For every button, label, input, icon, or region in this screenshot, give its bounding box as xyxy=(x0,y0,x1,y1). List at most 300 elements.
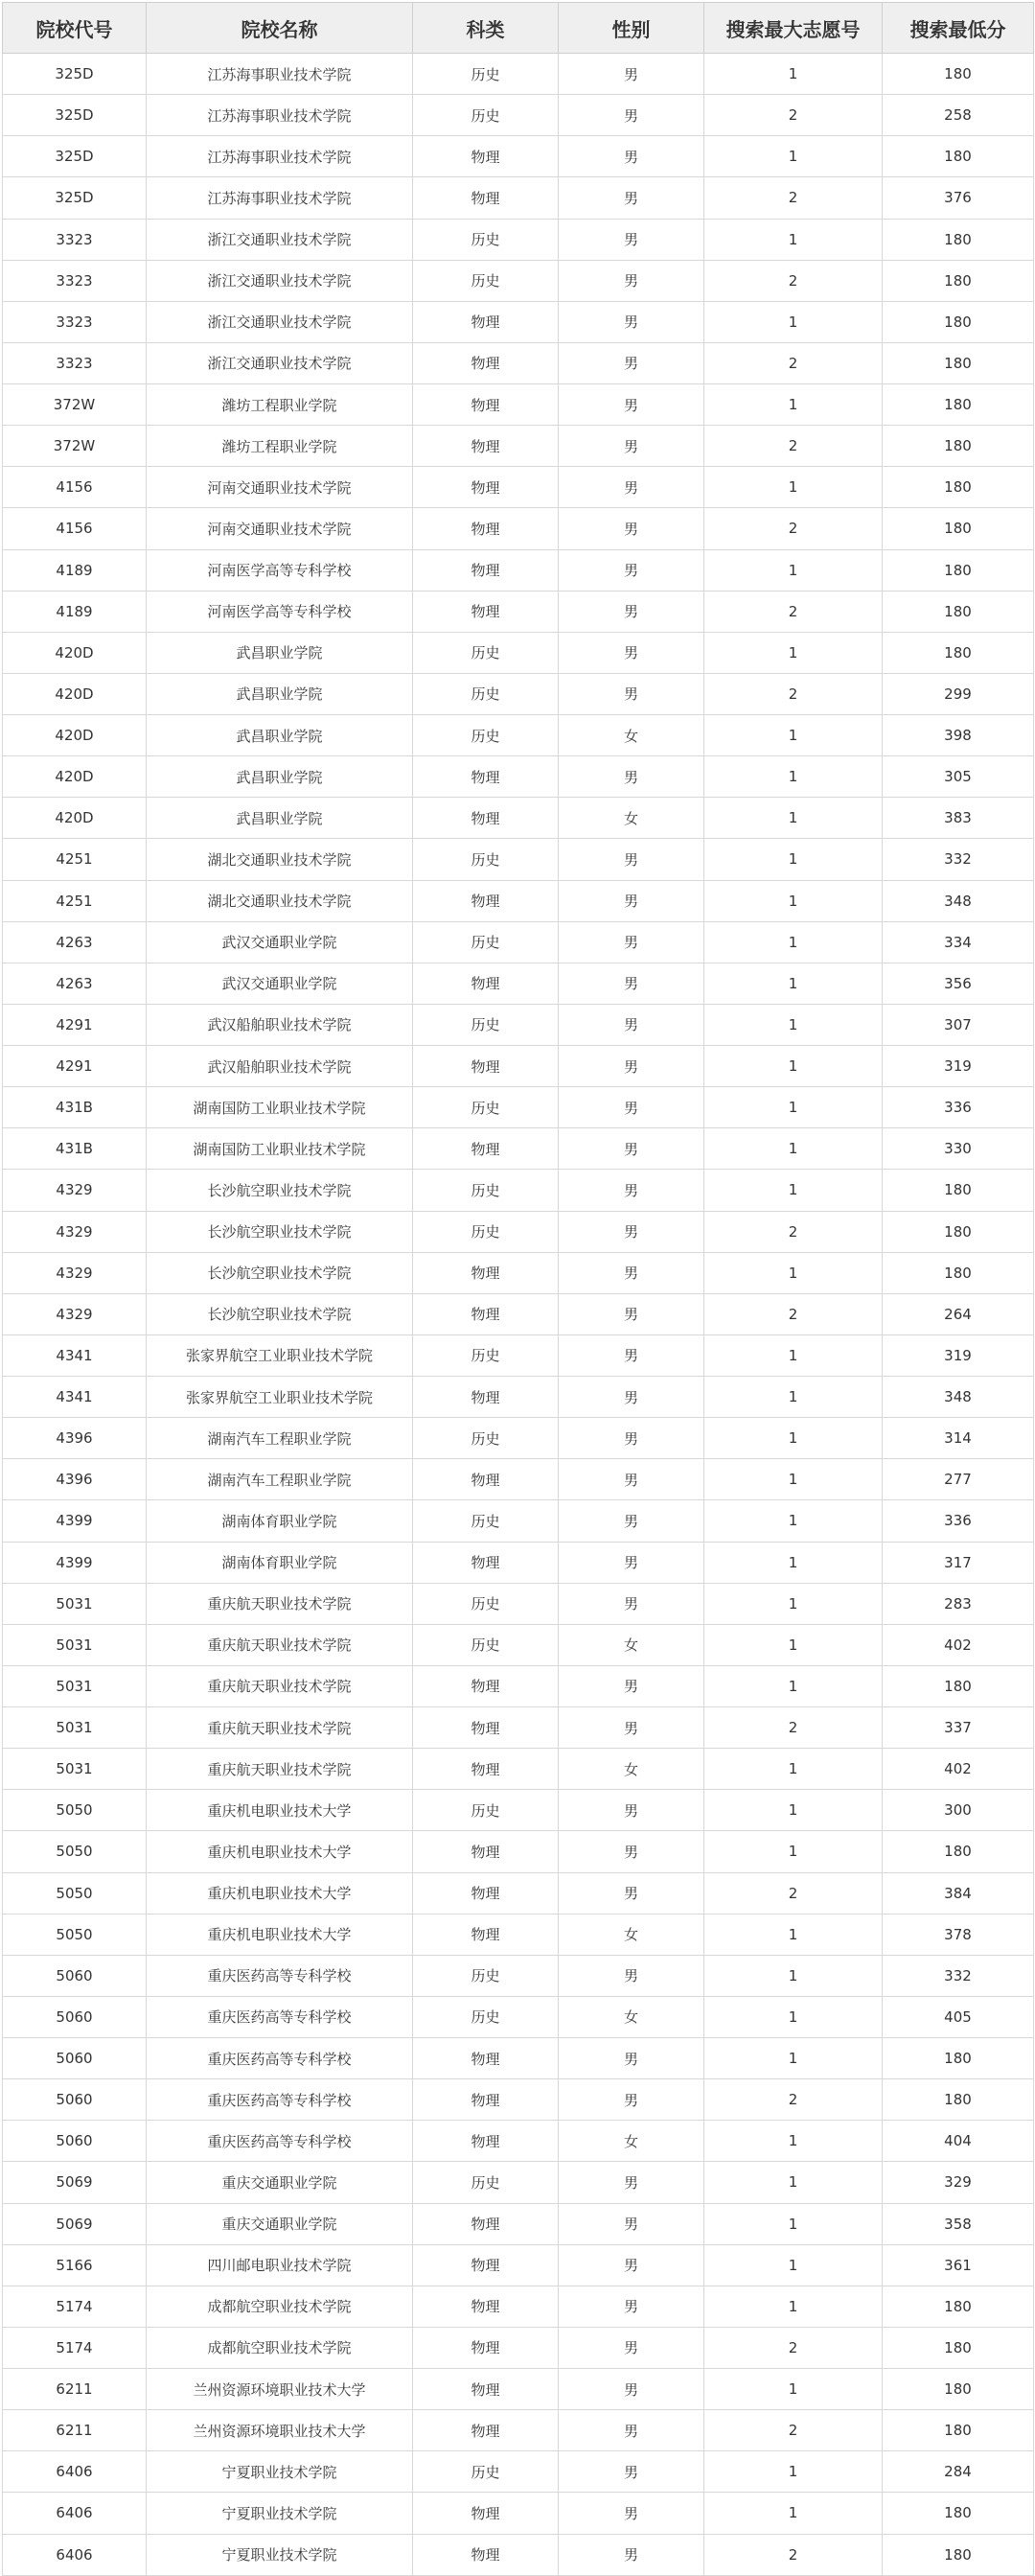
cell-school-name: 重庆航天职业技术学院 xyxy=(147,1583,413,1624)
cell-max-preference-number: 1 xyxy=(704,1500,883,1542)
cell-school-name: 重庆航天职业技术学院 xyxy=(147,1707,413,1749)
cell-subject-category: 物理 xyxy=(413,1377,559,1418)
cell-gender: 男 xyxy=(559,260,704,301)
cell-school-code: 4189 xyxy=(3,591,147,632)
cell-subject-category: 物理 xyxy=(413,2038,559,2079)
cell-min-score: 180 xyxy=(883,549,1034,591)
cell-subject-category: 物理 xyxy=(413,342,559,383)
table-body xyxy=(3,54,1034,2576)
cell-max-preference-number: 2 xyxy=(704,2079,883,2121)
cell-gender: 男 xyxy=(559,1872,704,1914)
cell-subject-category: 历史 xyxy=(413,1996,559,2037)
cell-school-code: 3323 xyxy=(3,342,147,383)
table-row xyxy=(3,260,1034,301)
cell-min-score: 348 xyxy=(883,880,1034,921)
cell-school-code: 372W xyxy=(3,426,147,467)
cell-min-score: 402 xyxy=(883,1749,1034,1790)
cell-school-name: 宁夏职业技术学院 xyxy=(147,2451,413,2493)
cell-school-name: 江苏海事职业技术学院 xyxy=(147,95,413,136)
cell-max-preference-number: 2 xyxy=(704,1293,883,1334)
cell-subject-category: 物理 xyxy=(413,2534,559,2575)
cell-max-preference-number: 2 xyxy=(704,2410,883,2451)
cell-school-name: 浙江交通职业技术学院 xyxy=(147,342,413,383)
table-row xyxy=(3,1749,1034,1790)
cell-min-score: 180 xyxy=(883,2038,1034,2079)
cell-gender: 女 xyxy=(559,1749,704,1790)
cell-school-name: 武昌职业学院 xyxy=(147,798,413,839)
table-row xyxy=(3,839,1034,880)
cell-gender: 男 xyxy=(559,2493,704,2534)
cell-school-code: 5050 xyxy=(3,1914,147,1955)
cell-school-name: 张家界航空工业职业技术学院 xyxy=(147,1334,413,1376)
table-row xyxy=(3,591,1034,632)
cell-gender: 男 xyxy=(559,1542,704,1583)
cell-gender: 男 xyxy=(559,342,704,383)
cell-school-name: 河南医学高等专科学校 xyxy=(147,591,413,632)
cell-max-preference-number: 2 xyxy=(704,2534,883,2575)
cell-gender: 男 xyxy=(559,2534,704,2575)
cell-max-preference-number: 1 xyxy=(704,2244,883,2286)
cell-school-code: 325D xyxy=(3,136,147,177)
cell-school-code: 5031 xyxy=(3,1583,147,1624)
cell-gender: 男 xyxy=(559,2451,704,2493)
cell-max-preference-number: 1 xyxy=(704,1252,883,1293)
cell-min-score: 180 xyxy=(883,1831,1034,1872)
cell-min-score: 258 xyxy=(883,95,1034,136)
cell-school-code: 5031 xyxy=(3,1624,147,1665)
cell-gender: 男 xyxy=(559,1459,704,1500)
cell-school-name: 四川邮电职业技术学院 xyxy=(147,2244,413,2286)
cell-max-preference-number: 1 xyxy=(704,2203,883,2244)
cell-school-name: 长沙航空职业技术学院 xyxy=(147,1211,413,1252)
cell-school-code: 6406 xyxy=(3,2451,147,2493)
cell-subject-category: 历史 xyxy=(413,1583,559,1624)
cell-school-code: 4291 xyxy=(3,1046,147,1087)
cell-gender: 男 xyxy=(559,2327,704,2368)
cell-max-preference-number: 2 xyxy=(704,177,883,219)
table-row xyxy=(3,756,1034,798)
cell-school-code: 5174 xyxy=(3,2286,147,2327)
cell-school-name: 长沙航空职业技术学院 xyxy=(147,1252,413,1293)
cell-gender: 男 xyxy=(559,2244,704,2286)
cell-subject-category: 物理 xyxy=(413,2493,559,2534)
cell-max-preference-number: 1 xyxy=(704,1583,883,1624)
cell-max-preference-number: 1 xyxy=(704,2369,883,2410)
cell-school-name: 浙江交通职业技术学院 xyxy=(147,301,413,342)
cell-gender: 男 xyxy=(559,467,704,508)
cell-subject-category: 物理 xyxy=(413,1293,559,1334)
cell-school-name: 湖南汽车工程职业学院 xyxy=(147,1459,413,1500)
cell-min-score: 337 xyxy=(883,1707,1034,1749)
table-row xyxy=(3,1831,1034,1872)
cell-subject-category: 历史 xyxy=(413,1955,559,1996)
cell-subject-category: 物理 xyxy=(413,426,559,467)
cell-school-name: 湖南汽车工程职业学院 xyxy=(147,1418,413,1459)
cell-subject-category: 物理 xyxy=(413,798,559,839)
table-row xyxy=(3,1418,1034,1459)
table-row xyxy=(3,2286,1034,2327)
cell-min-score: 402 xyxy=(883,1624,1034,1665)
cell-school-name: 重庆航天职业技术学院 xyxy=(147,1749,413,1790)
cell-max-preference-number: 1 xyxy=(704,1334,883,1376)
cell-max-preference-number: 1 xyxy=(704,1087,883,1128)
cell-school-code: 3323 xyxy=(3,219,147,260)
cell-school-name: 重庆机电职业技术大学 xyxy=(147,1831,413,1872)
cell-max-preference-number: 1 xyxy=(704,1418,883,1459)
cell-subject-category: 物理 xyxy=(413,2203,559,2244)
cell-max-preference-number: 1 xyxy=(704,1955,883,1996)
cell-min-score: 378 xyxy=(883,1914,1034,1955)
cell-max-preference-number: 1 xyxy=(704,1004,883,1045)
cell-subject-category: 历史 xyxy=(413,1418,559,1459)
table-row xyxy=(3,549,1034,591)
cell-max-preference-number: 1 xyxy=(704,219,883,260)
cell-subject-category: 物理 xyxy=(413,136,559,177)
cell-school-code: 4263 xyxy=(3,921,147,963)
cell-subject-category: 物理 xyxy=(413,2244,559,2286)
cell-school-code: 4251 xyxy=(3,880,147,921)
cell-min-score: 180 xyxy=(883,1211,1034,1252)
cell-max-preference-number: 1 xyxy=(704,2493,883,2534)
cell-max-preference-number: 1 xyxy=(704,880,883,921)
cell-school-code: 431B xyxy=(3,1087,147,1128)
cell-school-name: 宁夏职业技术学院 xyxy=(147,2534,413,2575)
cell-school-code: 3323 xyxy=(3,260,147,301)
cell-school-code: 5060 xyxy=(3,2038,147,2079)
cell-min-score: 180 xyxy=(883,54,1034,95)
cell-min-score: 361 xyxy=(883,2244,1034,2286)
cell-school-name: 重庆机电职业技术大学 xyxy=(147,1872,413,1914)
cell-subject-category: 物理 xyxy=(413,1665,559,1706)
table-row xyxy=(3,632,1034,673)
cell-school-code: 3323 xyxy=(3,301,147,342)
cell-school-code: 420D xyxy=(3,673,147,714)
table-row xyxy=(3,508,1034,549)
cell-min-score: 180 xyxy=(883,260,1034,301)
cell-school-code: 4329 xyxy=(3,1293,147,1334)
cell-school-code: 5174 xyxy=(3,2327,147,2368)
cell-gender: 男 xyxy=(559,95,704,136)
table-row xyxy=(3,2121,1034,2162)
cell-subject-category: 历史 xyxy=(413,839,559,880)
cell-subject-category: 物理 xyxy=(413,1914,559,1955)
cell-gender: 男 xyxy=(559,1252,704,1293)
cell-gender: 男 xyxy=(559,1500,704,1542)
cell-school-code: 5031 xyxy=(3,1707,147,1749)
cell-max-preference-number: 1 xyxy=(704,2451,883,2493)
cell-max-preference-number: 1 xyxy=(704,301,883,342)
cell-min-score: 319 xyxy=(883,1046,1034,1087)
cell-min-score: 180 xyxy=(883,136,1034,177)
cell-max-preference-number: 1 xyxy=(704,467,883,508)
cell-school-code: 4251 xyxy=(3,839,147,880)
cell-school-name: 宁夏职业技术学院 xyxy=(147,2493,413,2534)
table-row xyxy=(3,426,1034,467)
cell-school-code: 4341 xyxy=(3,1334,147,1376)
cell-school-code: 4396 xyxy=(3,1418,147,1459)
cell-min-score: 264 xyxy=(883,1293,1034,1334)
cell-subject-category: 物理 xyxy=(413,1707,559,1749)
table-row xyxy=(3,1790,1034,1831)
cell-gender: 男 xyxy=(559,1004,704,1045)
cell-school-name: 江苏海事职业技术学院 xyxy=(147,177,413,219)
table-row xyxy=(3,1500,1034,1542)
cell-subject-category: 物理 xyxy=(413,508,559,549)
cell-min-score: 180 xyxy=(883,2410,1034,2451)
cell-min-score: 314 xyxy=(883,1418,1034,1459)
table-row xyxy=(3,2534,1034,2575)
cell-subject-category: 历史 xyxy=(413,1624,559,1665)
cell-gender: 男 xyxy=(559,2286,704,2327)
cell-school-name: 湖北交通职业技术学院 xyxy=(147,839,413,880)
header-subject-category: 科类 xyxy=(413,3,559,54)
cell-school-name: 重庆航天职业技术学院 xyxy=(147,1624,413,1665)
cell-min-score: 336 xyxy=(883,1500,1034,1542)
table-row xyxy=(3,2203,1034,2244)
cell-min-score: 384 xyxy=(883,1872,1034,1914)
cell-max-preference-number: 1 xyxy=(704,2286,883,2327)
cell-school-code: 5050 xyxy=(3,1872,147,1914)
table-row xyxy=(3,1624,1034,1665)
cell-gender: 男 xyxy=(559,426,704,467)
cell-max-preference-number: 1 xyxy=(704,1914,883,1955)
header-min-score: 搜索最低分 xyxy=(883,3,1034,54)
cell-max-preference-number: 2 xyxy=(704,1872,883,1914)
cell-max-preference-number: 1 xyxy=(704,1831,883,1872)
table-row xyxy=(3,1334,1034,1376)
cell-min-score: 180 xyxy=(883,1170,1034,1211)
cell-subject-category: 物理 xyxy=(413,2410,559,2451)
cell-school-code: 4329 xyxy=(3,1211,147,1252)
cell-school-code: 5060 xyxy=(3,2121,147,2162)
cell-school-name: 武汉交通职业学院 xyxy=(147,921,413,963)
cell-gender: 女 xyxy=(559,715,704,756)
cell-max-preference-number: 2 xyxy=(704,591,883,632)
cell-school-name: 武汉交通职业学院 xyxy=(147,963,413,1004)
table-row xyxy=(3,2038,1034,2079)
cell-school-name: 潍坊工程职业学院 xyxy=(147,384,413,426)
cell-min-score: 348 xyxy=(883,1377,1034,1418)
cell-school-code: 5031 xyxy=(3,1749,147,1790)
cell-subject-category: 历史 xyxy=(413,95,559,136)
table-row xyxy=(3,2493,1034,2534)
cell-min-score: 305 xyxy=(883,756,1034,798)
table-row xyxy=(3,1046,1034,1087)
cell-min-score: 300 xyxy=(883,1790,1034,1831)
table-row xyxy=(3,1087,1034,1128)
cell-min-score: 332 xyxy=(883,1955,1034,1996)
cell-subject-category: 物理 xyxy=(413,1459,559,1500)
table-row xyxy=(3,1707,1034,1749)
cell-min-score: 405 xyxy=(883,1996,1034,2037)
cell-min-score: 299 xyxy=(883,673,1034,714)
cell-gender: 女 xyxy=(559,1996,704,2037)
cell-school-name: 重庆医药高等专科学校 xyxy=(147,1955,413,1996)
cell-school-name: 兰州资源环境职业技术大学 xyxy=(147,2369,413,2410)
cell-subject-category: 物理 xyxy=(413,2327,559,2368)
cell-gender: 女 xyxy=(559,798,704,839)
cell-subject-category: 物理 xyxy=(413,1046,559,1087)
cell-school-name: 武昌职业学院 xyxy=(147,632,413,673)
cell-subject-category: 历史 xyxy=(413,1334,559,1376)
cell-subject-category: 历史 xyxy=(413,921,559,963)
cell-school-name: 湖南体育职业学院 xyxy=(147,1500,413,1542)
cell-min-score: 180 xyxy=(883,384,1034,426)
cell-school-name: 潍坊工程职业学院 xyxy=(147,426,413,467)
table-row xyxy=(3,2410,1034,2451)
cell-max-preference-number: 2 xyxy=(704,426,883,467)
cell-school-name: 重庆医药高等专科学校 xyxy=(147,1996,413,2037)
table-row xyxy=(3,1542,1034,1583)
cell-subject-category: 物理 xyxy=(413,1749,559,1790)
table-row xyxy=(3,219,1034,260)
cell-school-name: 重庆医药高等专科学校 xyxy=(147,2038,413,2079)
cell-school-code: 4399 xyxy=(3,1500,147,1542)
cell-gender: 男 xyxy=(559,1170,704,1211)
cell-min-score: 180 xyxy=(883,508,1034,549)
table-row xyxy=(3,1459,1034,1500)
cell-min-score: 180 xyxy=(883,467,1034,508)
cell-gender: 男 xyxy=(559,1377,704,1418)
cell-school-code: 4341 xyxy=(3,1377,147,1418)
table-row xyxy=(3,1377,1034,1418)
cell-school-name: 浙江交通职业技术学院 xyxy=(147,219,413,260)
cell-min-score: 180 xyxy=(883,2079,1034,2121)
cell-gender: 男 xyxy=(559,1087,704,1128)
cell-min-score: 180 xyxy=(883,1665,1034,1706)
cell-school-name: 河南交通职业技术学院 xyxy=(147,467,413,508)
cell-subject-category: 物理 xyxy=(413,1128,559,1170)
cell-gender: 男 xyxy=(559,1707,704,1749)
cell-max-preference-number: 1 xyxy=(704,1046,883,1087)
cell-school-name: 河南交通职业技术学院 xyxy=(147,508,413,549)
cell-school-code: 325D xyxy=(3,177,147,219)
cell-min-score: 180 xyxy=(883,1252,1034,1293)
table-row xyxy=(3,1170,1034,1211)
cell-max-preference-number: 2 xyxy=(704,342,883,383)
cell-min-score: 180 xyxy=(883,2327,1034,2368)
cell-school-name: 长沙航空职业技术学院 xyxy=(147,1293,413,1334)
cell-max-preference-number: 1 xyxy=(704,384,883,426)
cell-school-name: 长沙航空职业技术学院 xyxy=(147,1170,413,1211)
cell-school-code: 5060 xyxy=(3,2079,147,2121)
cell-subject-category: 物理 xyxy=(413,1252,559,1293)
cell-school-code: 5050 xyxy=(3,1790,147,1831)
cell-subject-category: 历史 xyxy=(413,673,559,714)
cell-school-name: 重庆航天职业技术学院 xyxy=(147,1665,413,1706)
cell-school-code: 4156 xyxy=(3,508,147,549)
cell-max-preference-number: 1 xyxy=(704,963,883,1004)
cell-max-preference-number: 1 xyxy=(704,756,883,798)
cell-gender: 男 xyxy=(559,1790,704,1831)
cell-school-name: 湖南国防工业职业技术学院 xyxy=(147,1087,413,1128)
cell-min-score: 358 xyxy=(883,2203,1034,2244)
cell-gender: 男 xyxy=(559,136,704,177)
cell-subject-category: 历史 xyxy=(413,260,559,301)
cell-school-name: 河南医学高等专科学校 xyxy=(147,549,413,591)
cell-subject-category: 物理 xyxy=(413,177,559,219)
table-row xyxy=(3,2162,1034,2203)
header-school-name: 院校名称 xyxy=(147,3,413,54)
cell-min-score: 180 xyxy=(883,342,1034,383)
header-gender: 性别 xyxy=(559,3,704,54)
cell-min-score: 319 xyxy=(883,1334,1034,1376)
cell-gender: 男 xyxy=(559,1665,704,1706)
table-row xyxy=(3,921,1034,963)
cell-gender: 男 xyxy=(559,632,704,673)
cell-min-score: 180 xyxy=(883,2534,1034,2575)
cell-gender: 男 xyxy=(559,921,704,963)
table-row xyxy=(3,1872,1034,1914)
cell-min-score: 277 xyxy=(883,1459,1034,1500)
cell-min-score: 336 xyxy=(883,1087,1034,1128)
cell-school-name: 江苏海事职业技术学院 xyxy=(147,136,413,177)
cell-max-preference-number: 1 xyxy=(704,1665,883,1706)
table-row xyxy=(3,1252,1034,1293)
cell-subject-category: 物理 xyxy=(413,2286,559,2327)
cell-gender: 男 xyxy=(559,839,704,880)
table-row xyxy=(3,467,1034,508)
cell-school-code: 4399 xyxy=(3,1542,147,1583)
cell-gender: 女 xyxy=(559,1624,704,1665)
cell-max-preference-number: 1 xyxy=(704,1542,883,1583)
cell-gender: 男 xyxy=(559,1128,704,1170)
table-row xyxy=(3,1955,1034,1996)
header-max-preference-number: 搜索最大志愿号 xyxy=(704,3,883,54)
table-row xyxy=(3,1996,1034,2037)
cell-school-code: 4189 xyxy=(3,549,147,591)
cell-gender: 男 xyxy=(559,1211,704,1252)
cell-subject-category: 历史 xyxy=(413,1004,559,1045)
cell-max-preference-number: 1 xyxy=(704,2121,883,2162)
cell-max-preference-number: 1 xyxy=(704,549,883,591)
cell-max-preference-number: 2 xyxy=(704,95,883,136)
cell-min-score: 317 xyxy=(883,1542,1034,1583)
cell-school-name: 重庆机电职业技术大学 xyxy=(147,1790,413,1831)
cell-subject-category: 历史 xyxy=(413,715,559,756)
cell-gender: 男 xyxy=(559,2079,704,2121)
cell-min-score: 307 xyxy=(883,1004,1034,1045)
cell-min-score: 383 xyxy=(883,798,1034,839)
cell-school-name: 重庆交通职业学院 xyxy=(147,2203,413,2244)
cell-subject-category: 物理 xyxy=(413,880,559,921)
cell-subject-category: 物理 xyxy=(413,1872,559,1914)
cell-max-preference-number: 2 xyxy=(704,2327,883,2368)
cell-subject-category: 历史 xyxy=(413,632,559,673)
cell-gender: 男 xyxy=(559,219,704,260)
cell-gender: 男 xyxy=(559,2162,704,2203)
cell-min-score: 180 xyxy=(883,632,1034,673)
admission-table-container xyxy=(2,2,1033,2576)
cell-school-code: 325D xyxy=(3,95,147,136)
cell-min-score: 329 xyxy=(883,2162,1034,2203)
cell-school-name: 成都航空职业技术学院 xyxy=(147,2286,413,2327)
cell-school-code: 5031 xyxy=(3,1665,147,1706)
table-row xyxy=(3,1583,1034,1624)
table-row xyxy=(3,673,1034,714)
cell-school-code: 5166 xyxy=(3,2244,147,2286)
table-row xyxy=(3,1211,1034,1252)
cell-min-score: 180 xyxy=(883,219,1034,260)
cell-subject-category: 历史 xyxy=(413,2162,559,2203)
cell-gender: 男 xyxy=(559,384,704,426)
cell-max-preference-number: 1 xyxy=(704,921,883,963)
table-row xyxy=(3,880,1034,921)
cell-max-preference-number: 1 xyxy=(704,1170,883,1211)
table-row xyxy=(3,1004,1034,1045)
cell-subject-category: 物理 xyxy=(413,1542,559,1583)
cell-gender: 男 xyxy=(559,549,704,591)
